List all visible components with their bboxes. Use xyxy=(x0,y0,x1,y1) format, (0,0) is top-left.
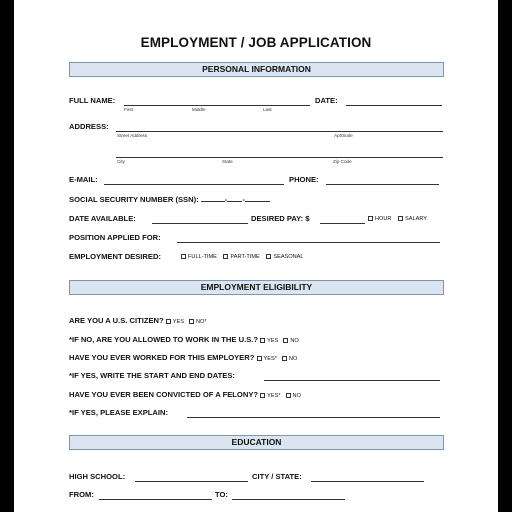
document-title: EMPLOYMENT / JOB APPLICATION xyxy=(140,35,372,50)
full-name-label: FULL NAME: xyxy=(69,96,116,105)
felony-question-text: HAVE YOU EVER BEEN CONVICTED OF A FELONY? xyxy=(69,390,259,399)
worked-before-question xyxy=(69,353,297,364)
first-name-hint: First xyxy=(124,107,133,112)
allowed-no-label: NO xyxy=(290,338,299,344)
date-available-label: DATE AVAILABLE: xyxy=(69,214,136,223)
allowed-to-work-question xyxy=(69,335,299,346)
ssn-dash-2: - xyxy=(242,195,245,204)
explain-label: *IF YES, PLEASE EXPLAIN: xyxy=(69,408,169,417)
dollar-sign: $ xyxy=(305,214,310,223)
ssn-label-text: SOCIAL SECURITY NUMBER (SSN): xyxy=(69,195,199,204)
hour-checkbox[interactable] xyxy=(368,216,373,221)
section-personal-information: PERSONAL INFORMATION xyxy=(69,62,444,77)
full-time-label: FULL-TIME xyxy=(188,254,217,260)
zip-code-hint: Zip Code xyxy=(333,159,352,164)
city-state-zip-field[interactable] xyxy=(116,157,443,158)
allowed-question-text: *IF NO, ARE YOU ALLOWED TO WORK IN THE U.S.? xyxy=(69,335,259,344)
to-label: TO: xyxy=(215,490,228,499)
felony-no-label: NO xyxy=(292,393,301,399)
city-hint: City xyxy=(117,159,125,164)
citizen-no-label: NO* xyxy=(195,319,207,325)
desired-pay-text: DESIRED PAY: xyxy=(251,214,304,223)
ssn-part-1[interactable] xyxy=(201,195,225,202)
date-available-field[interactable] xyxy=(152,223,248,224)
worked-no-checkbox[interactable] xyxy=(282,356,287,361)
ssn-part-2[interactable] xyxy=(224,195,242,204)
allowed-yes-checkbox[interactable] xyxy=(260,338,265,343)
worked-yes-checkbox[interactable] xyxy=(257,356,262,361)
employment-desired-label: EMPLOYMENT DESIRED: xyxy=(69,252,161,261)
section-employment-eligibility: EMPLOYMENT ELIGIBILITY xyxy=(69,280,444,295)
felony-question xyxy=(69,390,301,401)
ssn-part-3[interactable] xyxy=(245,195,270,202)
date-field[interactable] xyxy=(346,105,442,106)
worked-before-text: HAVE YOU EVER WORKED FOR THIS EMPLOYER? xyxy=(69,353,255,362)
email-label: E-MAIL: xyxy=(69,175,98,184)
allowed-yes-label: YES xyxy=(267,338,279,344)
to-date-field[interactable] xyxy=(232,499,345,500)
citizen-question xyxy=(69,316,207,327)
position-field[interactable] xyxy=(177,242,440,243)
salary-option-label: SALARY xyxy=(405,216,428,222)
explain-field[interactable] xyxy=(187,417,440,418)
state-hint: State xyxy=(222,159,233,164)
position-label: POSITION APPLIED FOR: xyxy=(69,233,161,242)
seasonal-checkbox[interactable] xyxy=(266,254,271,259)
felony-yes-label: YES* xyxy=(267,393,281,399)
street-address-hint: Street Address xyxy=(117,133,148,138)
city-state-label: CITY / STATE: xyxy=(252,472,302,481)
citizen-question-text: ARE YOU A U.S. CITIZEN? xyxy=(69,316,164,325)
middle-name-hint: Middle xyxy=(192,107,206,112)
from-label: FROM: xyxy=(69,490,94,499)
start-end-dates-field[interactable] xyxy=(264,380,440,381)
employment-type-options xyxy=(181,252,304,262)
street-address-field[interactable] xyxy=(116,131,443,132)
high-school-label: HIGH SCHOOL: xyxy=(69,472,126,481)
citizen-no-checkbox[interactable] xyxy=(189,319,194,324)
section-education: EDUCATION xyxy=(69,435,444,450)
last-name-hint: Last xyxy=(263,107,272,112)
from-date-field[interactable] xyxy=(99,499,212,500)
apt-suite-hint: Apt/Suite xyxy=(334,133,353,138)
application-page xyxy=(14,0,498,512)
ssn-dash-1: - xyxy=(224,195,228,204)
high-school-field[interactable] xyxy=(135,481,248,482)
full-name-field[interactable] xyxy=(124,105,310,106)
address-label: ADDRESS: xyxy=(69,122,109,131)
desired-pay-field[interactable] xyxy=(320,223,365,224)
part-time-checkbox[interactable] xyxy=(223,254,228,259)
desired-pay-label xyxy=(251,214,310,224)
hour-option-label: HOUR xyxy=(375,216,392,222)
worked-no-label: NO xyxy=(288,356,298,362)
citizen-yes-checkbox[interactable] xyxy=(166,319,171,324)
email-field[interactable] xyxy=(104,184,284,185)
pay-type-options xyxy=(368,214,427,224)
salary-checkbox[interactable] xyxy=(398,216,403,221)
date-label: DATE: xyxy=(315,96,338,105)
phone-label: PHONE: xyxy=(289,175,319,184)
phone-field[interactable] xyxy=(326,184,439,185)
felony-yes-checkbox[interactable] xyxy=(260,393,265,398)
felony-no-checkbox[interactable] xyxy=(286,393,291,398)
part-time-label: PART-TIME xyxy=(230,254,260,260)
citizen-yes-label: YES xyxy=(172,319,184,325)
seasonal-label: SEASONAL xyxy=(273,254,304,260)
worked-yes-label: YES* xyxy=(263,356,277,362)
ssn-label xyxy=(69,195,270,205)
start-end-dates-label: *IF YES, WRITE THE START AND END DATES: xyxy=(69,371,235,380)
school-city-state-field[interactable] xyxy=(311,481,424,482)
allowed-no-checkbox[interactable] xyxy=(283,338,288,343)
full-time-checkbox[interactable] xyxy=(181,254,186,259)
